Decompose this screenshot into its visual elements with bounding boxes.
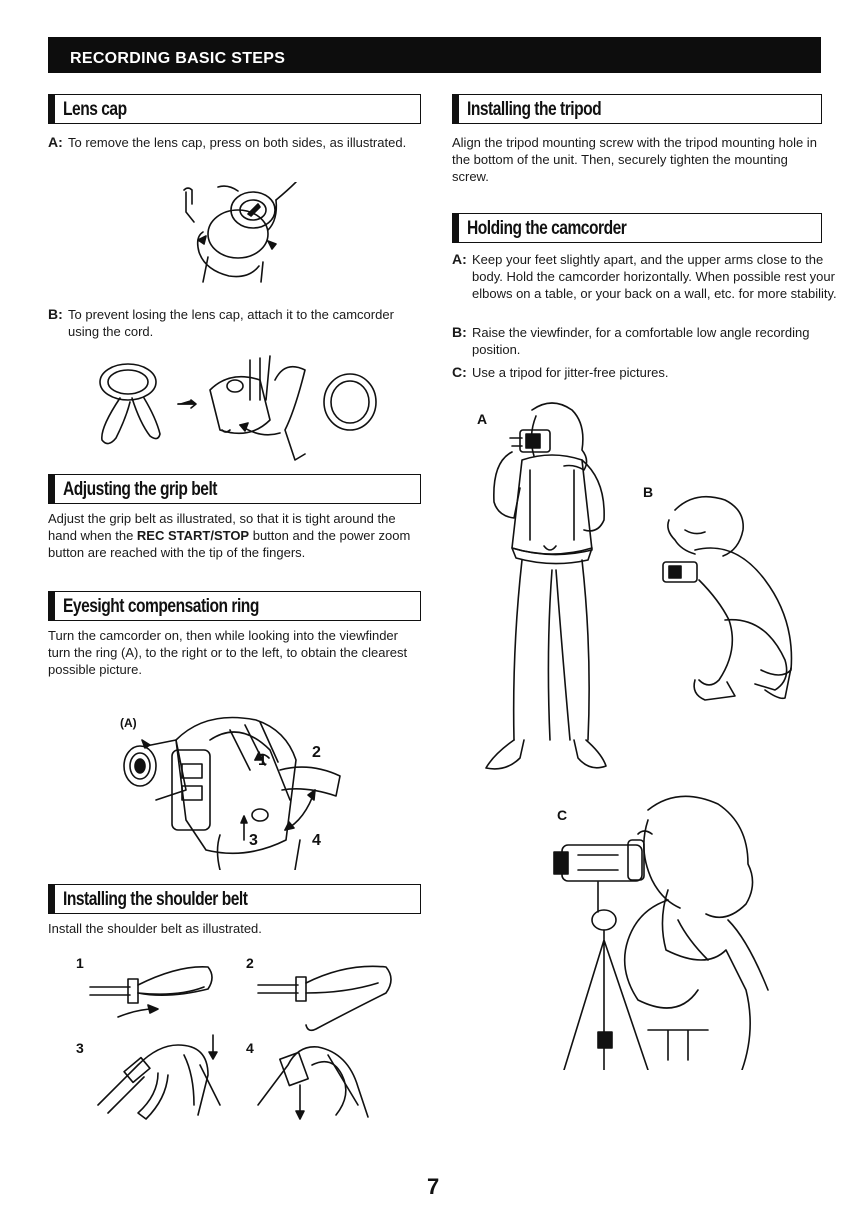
eyesight-text: Turn the camcorder on, then while looking into the viewfinder turn the ring (A), to the right or to the left, to obtain the clearest possible picture. bbox=[48, 628, 408, 677]
eyesight-label-a: (A) bbox=[120, 716, 137, 730]
shoulder-belt-illustration bbox=[88, 955, 408, 1125]
shoulder-step-2: 2 bbox=[246, 955, 254, 971]
figure-label-c: C bbox=[557, 807, 568, 823]
figure-label-b: B bbox=[643, 484, 654, 500]
tripod-text: Align the tripod mounting screw with the tripod mounting hole in the bottom of the unit. Then, securely tighten the mounting screw. bbox=[452, 135, 817, 184]
holding-step-b: B: Raise the viewfinder, for a comfortable low angle recording position. bbox=[452, 324, 810, 357]
page-number: 7 bbox=[427, 1174, 440, 1199]
lens-cap-step-b: B: To prevent losing the lens cap, attach it to the camcorder using the cord. bbox=[48, 306, 394, 339]
figure-label-a: A bbox=[477, 411, 488, 427]
shoulder-step-1: 1 bbox=[76, 955, 84, 971]
lens-cap-cord-illustration bbox=[90, 350, 390, 462]
holding-step-c: C: Use a tripod for jitter-free pictures. bbox=[452, 364, 669, 380]
heading-eyesight-ring: Eyesight compensation ring bbox=[48, 591, 421, 621]
crouching-holding-illustration bbox=[655, 490, 805, 705]
standing-holding-illustration bbox=[482, 400, 617, 780]
heading-grip-belt: Adjusting the grip belt bbox=[48, 474, 421, 504]
shoulder-step-4: 4 bbox=[246, 1040, 254, 1056]
heading-lens-cap: Lens cap bbox=[48, 94, 421, 124]
lens-cap-removal-illustration bbox=[168, 182, 318, 287]
grip-belt-text: Adjust the grip belt as illustrated, so that it is tight around the hand when the REC START/STOP button and the power zoom button are reached with the tip of the fingers. bbox=[48, 511, 411, 560]
tripod-holding-illustration bbox=[548, 790, 778, 1070]
holding-step-a: A: Keep your feet slightly apart, and the upper arms close to the body. Hold the camcorder horizontally. When possible rest your elbows on a table, or your back on a wall, etc. for more stability. bbox=[452, 251, 837, 301]
heading-shoulder-belt: Installing the shoulder belt bbox=[48, 884, 421, 914]
lens-cap-step-a: A: To remove the lens cap, press on both sides, as illustrated. bbox=[48, 134, 407, 150]
banner-title: RECORDING BASIC STEPS bbox=[70, 50, 286, 67]
heading-tripod: Installing the tripod bbox=[452, 94, 822, 124]
eyesight-label-2: 2 bbox=[312, 744, 321, 761]
shoulder-step-3: 3 bbox=[76, 1040, 84, 1056]
eyesight-label-4: 4 bbox=[312, 832, 321, 849]
heading-holding: Holding the camcorder bbox=[452, 213, 822, 243]
eyesight-label-1: 1 bbox=[258, 752, 267, 769]
shoulder-belt-text: Install the shoulder belt as illustrated. bbox=[48, 921, 262, 936]
eyesight-label-3: 3 bbox=[249, 832, 258, 849]
section-banner bbox=[48, 37, 821, 73]
